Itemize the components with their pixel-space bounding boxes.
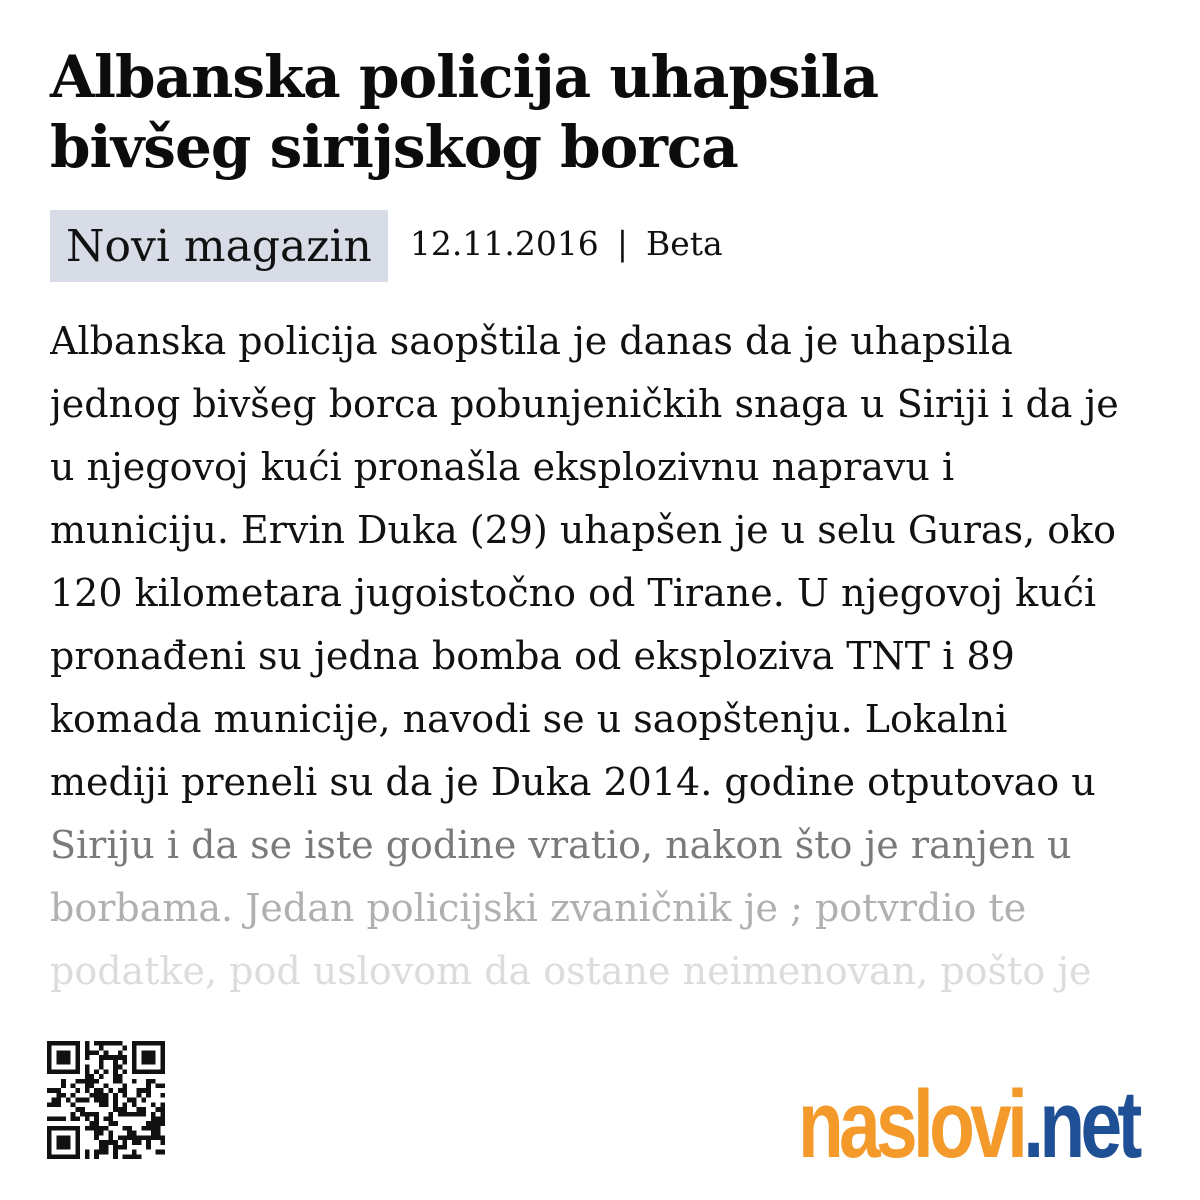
meta-separator: | xyxy=(616,224,628,263)
headline-line: bivšeg sirijskog borca xyxy=(50,113,738,181)
body-line: borbama. Jedan policijski zvaničnik je ; potvrdio te xyxy=(50,886,1027,930)
body-line: municiju. Ervin Duka (29) uhapšen je u selu Guras, oko xyxy=(50,508,1117,552)
body-line: podatke, pod uslovom da ostane neimenovan, pošto je xyxy=(50,949,1092,993)
headline-line: Albanska policija uhapsila xyxy=(50,43,879,111)
body-line: u njegovoj kući pronašla eksplozivnu napravu i xyxy=(50,445,955,489)
source-badge[interactable]: Novi magazin xyxy=(50,210,388,282)
publish-date: 12.11.2016 xyxy=(409,224,599,263)
body-line: jednog bivšeg borca pobunjeničkih snaga u Siriji i da je xyxy=(50,382,1119,426)
body-line: pronađeni su jedna bomba od eksploziva TNT i 89 xyxy=(50,634,1015,678)
agency-name: Beta xyxy=(645,224,723,263)
body-line: mediji preneli su da je Duka 2014. godine otputovao u xyxy=(50,760,1096,804)
article-meta xyxy=(50,210,723,284)
body-line: Siriju i da se iste godine vratio, nakon što je ranjen u xyxy=(50,823,1072,867)
article-headline xyxy=(50,42,1150,182)
logo-tld-text: net xyxy=(1039,1071,1138,1178)
body-line: 120 kilometara jugoistočno od Tirane. U njegovoj kući xyxy=(50,571,1097,615)
site-logo[interactable] xyxy=(798,1065,1138,1178)
logo-main-text: naslovi xyxy=(798,1071,1024,1178)
body-line: komada municije, navodi se u saopštenju. Lokalni xyxy=(50,697,1008,741)
article-body xyxy=(50,310,1160,1000)
meta-info xyxy=(410,224,723,263)
body-line: Albanska policija saopštila je danas da je uhapsila xyxy=(50,319,1013,363)
qr-code-icon[interactable] xyxy=(47,1037,165,1163)
logo-dot: . xyxy=(1023,1071,1040,1178)
